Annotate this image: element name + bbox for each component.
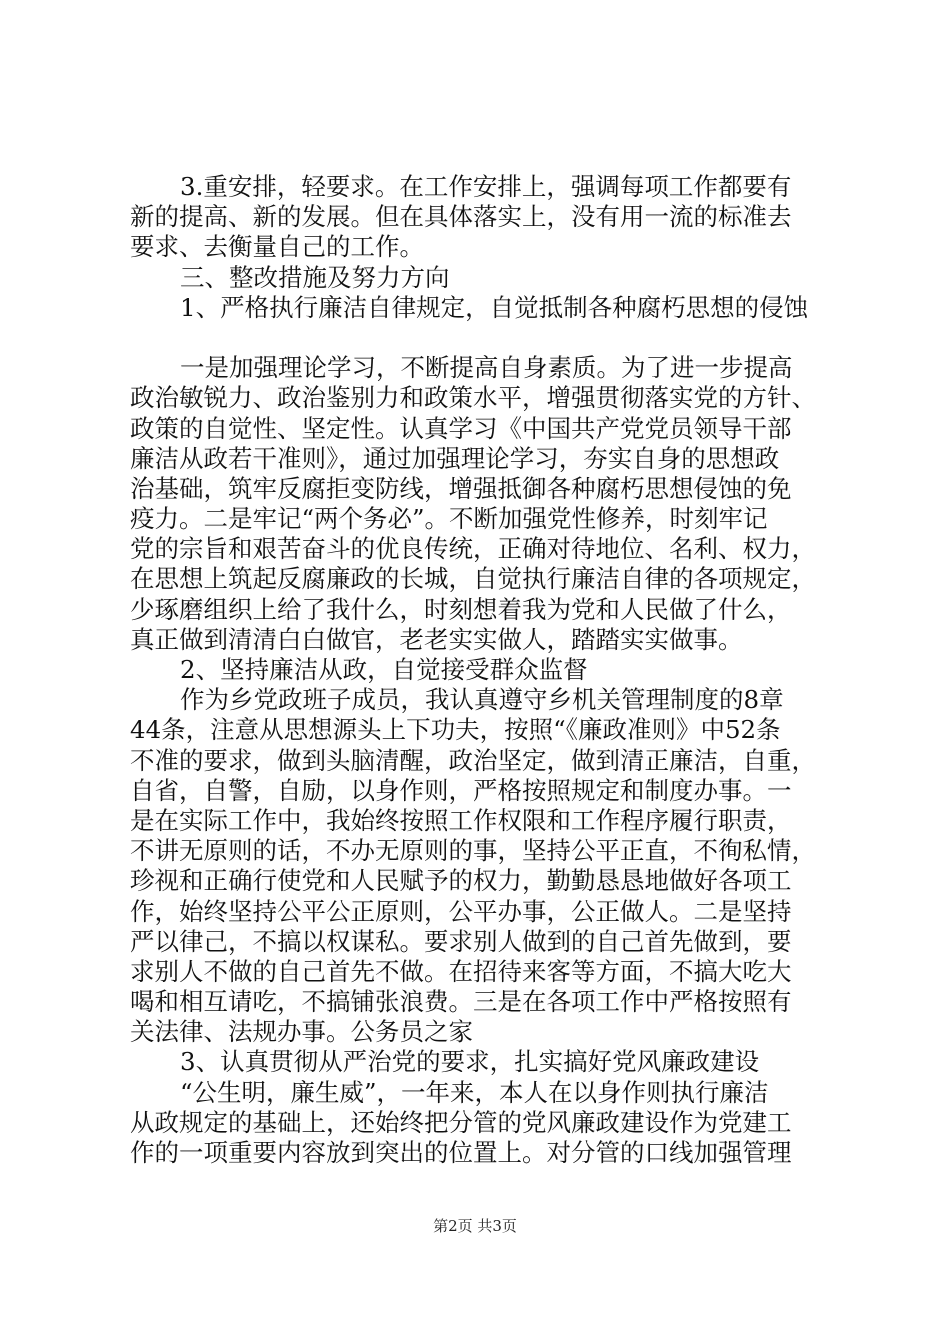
- text-line: 要求、去衡量自己的工作。: [130, 232, 424, 262]
- text-line: 珍视和正确行使党和人民赋予的权力，勤勤恳恳地做好各项工: [130, 866, 792, 896]
- text-line: 一是加强理论学习，不断提高自身素质。为了进一步提高: [180, 353, 793, 383]
- text-line: 喝和相互请吃，不搞铺张浪费。三是在各项工作中严格按照有: [130, 987, 792, 1017]
- section-heading: 三、整改措施及努力方向: [180, 262, 450, 292]
- text-line: 政策的自觉性、坚定性。认真学习《中国共产党党员领导干部: [130, 413, 792, 443]
- text-line: 求别人不做的自己首先不做。在招待来客等方面，不搞大吃大: [130, 956, 792, 986]
- subsection-heading: 1、严格执行廉洁自律规定，自觉抵制各种腐朽思想的侵蚀: [180, 292, 809, 322]
- text-line: 是在实际工作中，我始终按照工作权限和工作程序履行职责，: [130, 805, 792, 835]
- document-body: [130, 172, 840, 1168]
- text-line: 44条，注意从思想源头上下功夫，按照“《廉政准则》中52条: [130, 715, 781, 745]
- text-line: 党的宗旨和艰苦奋斗的优良传统，正确对待地位、名利、权力，: [130, 534, 816, 564]
- text-line: 治基础，筑牢反腐拒变防线，增强抵御各种腐朽思想侵蚀的免: [130, 473, 792, 503]
- text-line: 少琢磨组织上给了我什么，时刻想着我为党和人民做了什么，: [130, 594, 792, 624]
- text-line: 不准的要求，做到头脑清醒，政治坚定，做到清正廉洁，自重，: [130, 745, 816, 775]
- page-number-footer: 第2页 共3页: [433, 1217, 517, 1235]
- text-line: 关法律、法规办事。公务员之家: [130, 1017, 473, 1047]
- text-line: 自省，自警，自励，以身作则，严格按照规定和制度办事。一: [130, 775, 792, 805]
- text-line: 真正做到清清白白做官，老老实实做人，踏踏实实做事。: [130, 624, 743, 654]
- text-line: 政治敏锐力、政治鉴别力和政策水平，增强贯彻落实党的方针、: [130, 383, 816, 413]
- text-line: 作的一项重要内容放到突出的位置上。对分管的口线加强管理: [130, 1138, 792, 1167]
- text-line: 新的提高、新的发展。但在具体落实上，没有用一流的标准去: [130, 202, 792, 232]
- text-line: 从政规定的基础上，还始终把分管的党风廉政建设作为党建工: [130, 1107, 792, 1137]
- text-line: 在思想上筑起反腐廉政的长城，自觉执行廉洁自律的各项规定，: [130, 564, 816, 594]
- subsection-heading: 3、认真贯彻从严治党的要求，扎实搞好党风廉政建设: [180, 1047, 760, 1077]
- text-line: 3.重安排，轻要求。在工作安排上，强调每项工作都要有: [180, 172, 792, 201]
- text-line: 作为乡党政班子成员，我认真遵守乡机关管理制度的8章: [180, 685, 784, 715]
- text-line: 疫力。二是牢记“两个务必”。不断加强党性修养，时刻牢记: [130, 504, 768, 534]
- text-line: 廉洁从政若干准则》，通过加强理论学习，夯实自身的思想政: [130, 443, 780, 473]
- blank-line: [130, 323, 840, 353]
- subsection-heading: 2、坚持廉洁从政，自觉接受群众监督: [180, 655, 588, 684]
- text-line: 作，始终坚持公平公正原则，公平办事，公正做人。二是坚持: [130, 896, 792, 926]
- text-line: “公生明，廉生威”，一年来，本人在以身作则执行廉洁: [180, 1077, 769, 1107]
- text-line: 不讲无原则的话，不办无原则的事，坚持公平正直，不徇私情，: [130, 836, 816, 866]
- text-line: 严以律己，不搞以权谋私。要求别人做到的自己首先做到，要: [130, 926, 792, 956]
